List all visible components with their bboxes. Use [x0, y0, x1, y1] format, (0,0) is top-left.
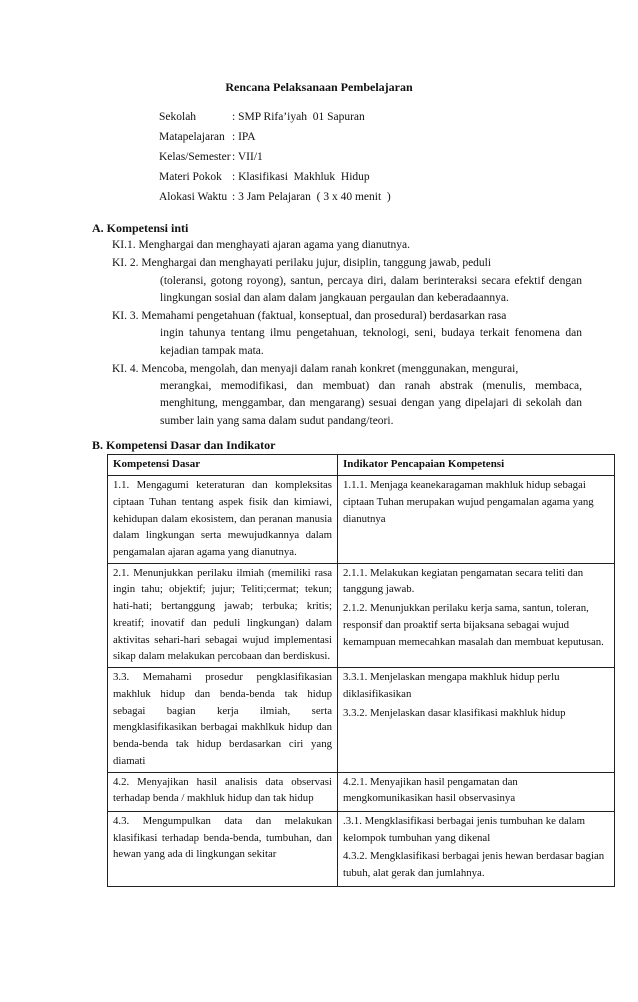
meta-value: : Klasifikasi Makhluk Hidup: [232, 171, 370, 184]
meta-label: Sekolah: [159, 111, 197, 124]
ki-text: KI.1. Menghargai dan menghayati ajaran agama yang dianutnya.: [112, 239, 411, 251]
indicator-number: 4.3.2.: [343, 850, 368, 863]
indicator-text: Menunjukkan perilaku kerja sama, santun, toleran, responsif dan proaktif serta bijaksana sebagai wujud kemampuan memecahkan masalah dan membuat keputusan.: [343, 602, 604, 648]
kd-text: Menunjukkan perilaku ilmiah (memiliki rasa ingin tahu; objektif; jujur; Teliti;cermat; tekun; hati-hati; bertanggung jawab; terbuka; kritis; kreatif; inovatif dan peduli lingkungan) dalam aktivitas sehari-hari sebagai wujud implementasi sikap dalam melakukan percobaan dan berdiskusi.: [113, 566, 332, 663]
meta-row-topic: [159, 168, 391, 188]
table-header-row: [108, 455, 615, 476]
indicator-text: Menjelaskan dasar klasifikasi makhluk hidup: [370, 706, 566, 719]
meta-label: Materi Pokok: [159, 171, 222, 184]
kd-cell: [108, 772, 338, 811]
indicator-text: Menjaga keanekaragaman makhluk hidup sebagai ciptaan Tuhan merupakan wujud pengamalan agama yang dianutnya: [343, 479, 594, 525]
indicator-item: [343, 477, 609, 527]
lesson-info: [159, 108, 391, 208]
table-row: [108, 476, 615, 564]
table-row: [108, 563, 615, 667]
kd-text: Mengumpulkan data dan melakukan klasifikasi terhadap benda-benda, tumbuhan, dan hewan yang ada di lingkungan sekitar: [113, 815, 332, 861]
core-competence-list: [112, 237, 582, 431]
kd-cell: [108, 668, 338, 772]
indicator-cell: [338, 668, 615, 772]
kd-cell: [108, 476, 338, 564]
ki-item-1: [112, 237, 582, 254]
indicator-item: [343, 705, 609, 722]
indicator-item: [343, 848, 609, 881]
indicator-number: 2.1.1.: [343, 566, 368, 579]
competence-table: [107, 454, 615, 887]
indicator-cell: [338, 812, 615, 887]
meta-row-time: [159, 188, 391, 208]
ki-text-cont: ingin tahunya tentang ilmu pengetahuan, teknologi, seni, budaya terkait fenomena dan kejadian tampak mata.: [160, 327, 582, 357]
indicator-item: [343, 774, 609, 807]
indicator-number: 3.3.1.: [343, 671, 368, 684]
kd-text: Mengagumi keteraturan dan kompleksitas ciptaan Tuhan tentang aspek fisik dan kimiawi, kehidupan dalam ekosistem, dan peranan manusia dalam lingkungan serta mewujudkannya dalam pengamalan ajaran agama yang dianutnya.: [113, 479, 332, 558]
indicator-number: 4.2.1.: [343, 775, 368, 788]
indicator-number: 1.1.1.: [343, 479, 368, 492]
meta-label: Matapelajaran: [159, 131, 225, 144]
indicator-text: Mengklasifikasi berbagai jenis tumbuhan ke dalam kelompok tumbuhan yang dikenal: [343, 815, 585, 844]
ki-text: KI. 3. Memahami pengetahuan (faktual, konseptual, dan prosedural) berdasarkan rasa: [112, 310, 507, 322]
indicator-cell: [338, 476, 615, 564]
indicator-item: [343, 565, 609, 598]
meta-value: : SMP Rifa’iyah 01 Sapuran: [232, 111, 365, 124]
kd-number: 1.1.: [113, 479, 130, 492]
indicator-text: Menyajikan hasil pengamatan dan mengkomunikasikan hasil observasinya: [343, 775, 518, 805]
column-header-indicator: Indikator Pencapaian Kompetensi: [338, 455, 615, 476]
meta-value: : IPA: [232, 131, 256, 144]
indicator-number: .3.1.: [343, 815, 362, 827]
ki-item-4: [112, 361, 582, 430]
meta-row-subject: [159, 128, 391, 148]
meta-row-class: [159, 148, 391, 168]
column-header-kd: Kompetensi Dasar: [108, 455, 338, 476]
indicator-number: 2.1.2.: [343, 602, 368, 615]
ki-text-cont: merangkai, memodifikasi, dan membuat) dan ranah abstrak (menulis, membaca, menghitung, menggambar, dan mengarang) sesuai dengan yang dipelajari di sekolah dan sumber lain yang sama dalam sudut pandang/teori.: [160, 380, 582, 427]
kd-number: 4.3.: [113, 815, 130, 827]
ki-text: KI. 2. Menghargai dan menghayati perilaku jujur, disiplin, tanggung jawab, peduli: [112, 257, 492, 270]
ki-text-cont: (toleransi, gotong royong), santun, percaya diri, dalam berinteraksi secara efektif dengan lingkungan sosial dan alam dalam jangkauan pergaulan dan keberadaannya.: [160, 274, 582, 304]
ki-item-3: [112, 308, 582, 360]
kd-number: 3.3.: [113, 671, 130, 684]
section-b-heading: B. Kompetensi Dasar dan Indikator: [92, 438, 276, 452]
indicator-cell: [338, 563, 615, 667]
meta-value: : VII/1: [232, 151, 263, 164]
indicator-item: [343, 600, 609, 650]
table-row: [108, 668, 615, 772]
ki-text: KI. 4. Mencoba, mengolah, dan menyaji dalam ranah konkret (menggunakan, mengurai,: [112, 362, 519, 375]
indicator-text: Mengklasifikasi berbagai jenis hewan berdasar bagian tubuh, alat gerak dan jumlahnya.: [343, 850, 605, 880]
indicator-cell: [338, 772, 615, 811]
section-a-heading: A. Kompetensi inti: [92, 221, 189, 235]
page-title: Rencana Pelaksanaan Pembelajaran: [225, 80, 413, 94]
ki-item-2: [112, 255, 582, 307]
kd-number: 2.1.: [113, 566, 130, 579]
meta-value: : 3 Jam Pelajaran ( 3 x 40 menit ): [232, 191, 391, 204]
indicator-text: Melakukan kegiatan pengamatan secara teliti dan tanggung jawab.: [343, 566, 584, 596]
kd-cell: [108, 563, 338, 667]
kd-number: 4.2.: [113, 775, 130, 788]
indicator-item: [343, 669, 609, 702]
kd-text: Menyajikan hasil analisis data observasi terhadap benda / makhluk hidup dan tak hidup: [113, 775, 332, 805]
meta-label: Alokasi Waktu: [159, 191, 228, 204]
meta-row-school: [159, 108, 391, 128]
table-row: [108, 772, 615, 811]
kd-text: Memahami prosedur pengklasifikasian makhluk hidup dan benda-benda tak hidup sebagai bagian kerja ilmiah, serta mengklasifikasikan berbagai makhlkuk hidup dan benda-benda tak hidup berdasarkan ciri yang diamati: [113, 671, 333, 767]
indicator-item: [343, 813, 609, 846]
meta-label: Kelas/Semester: [159, 151, 231, 164]
table-row: [108, 812, 615, 887]
kd-cell: [108, 812, 338, 887]
indicator-text: Menjelaskan mengapa makhluk hidup perlu diklasifikasikan: [343, 671, 560, 700]
indicator-number: 3.3.2.: [343, 706, 368, 719]
